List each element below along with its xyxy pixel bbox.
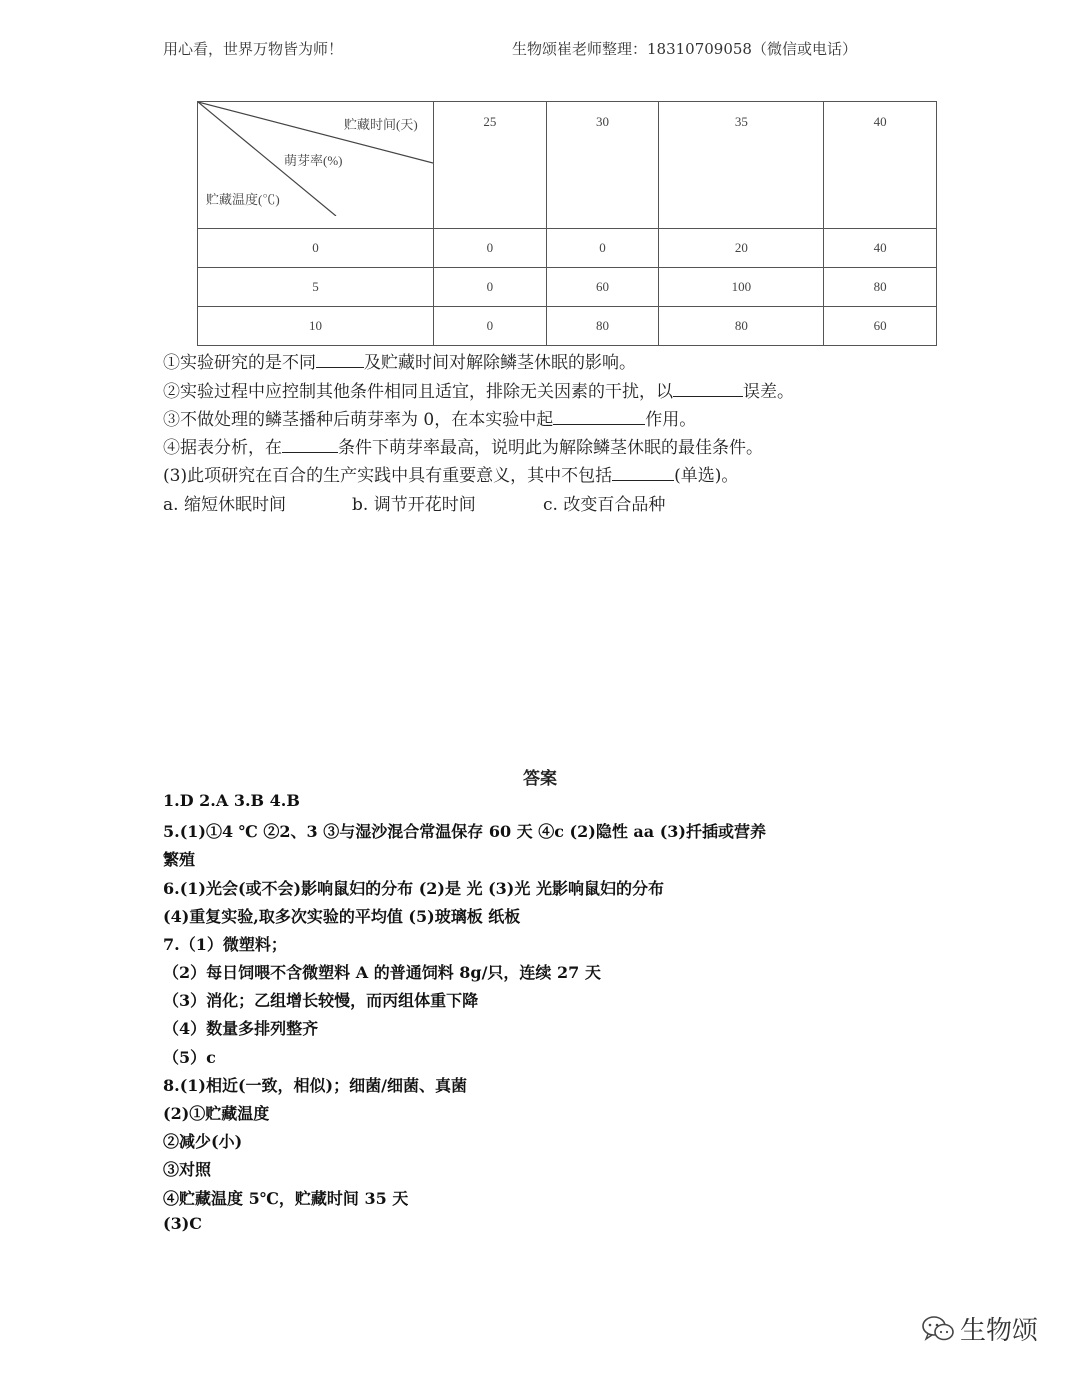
rate-cell: 20: [659, 229, 824, 268]
temp-cell: 10: [198, 307, 434, 346]
answer-line: （2）每日饲喂不含微塑料 A 的普通饲料 8g/只，连续 27 天: [163, 963, 601, 982]
question-1: [163, 348, 636, 373]
answer-line: 8.(1)相近(一致，相似)；细菌/细菌、真菌: [163, 1076, 467, 1095]
rate-cell: 0: [434, 268, 547, 307]
answer-blank: [673, 395, 743, 397]
answer-line: 1.D 2.A 3.B 4.B: [163, 791, 300, 810]
footer-brand-name: 生物颂: [960, 1316, 1039, 1346]
corner-rate-label: 萌芽率(%): [284, 153, 343, 168]
table-row: [198, 307, 937, 346]
rate-cell: 80: [546, 307, 659, 346]
answer-line: 5.(1)①4 ℃ ②2、3 ③与湿沙混合常温保存 60 天 ④c (2)隐性 aa (3)扦插或营养: [163, 822, 766, 841]
answer-line: ④贮藏温度 5℃，贮藏时间 35 天: [163, 1189, 409, 1208]
question-5: [163, 461, 738, 486]
table-corner-cell: [198, 102, 434, 229]
wechat-icon: [920, 1314, 956, 1344]
day-header: 30: [546, 102, 659, 229]
answer-line: （4）数量多排列整齐: [163, 1019, 319, 1038]
question-2-end: 误差。: [743, 382, 794, 402]
rate-cell: 60: [546, 268, 659, 307]
day-header: 40: [824, 102, 937, 229]
answer-blank: [316, 366, 364, 368]
answer-line: ②减少(小): [163, 1132, 243, 1151]
rate-cell: 40: [824, 229, 937, 268]
question-4: [163, 433, 763, 458]
day-header: 25: [434, 102, 547, 229]
question-3: [163, 405, 696, 430]
question-4-start: ④据表分析，在: [163, 438, 282, 458]
option-c: c. 改变百合品种: [543, 495, 666, 515]
answer-line: (2)①贮藏温度: [163, 1104, 270, 1123]
answer-blank: [612, 479, 674, 481]
option-a: a. 缩短休眠时间: [163, 495, 286, 515]
rate-cell: 80: [659, 307, 824, 346]
header-contact: 生物颂崔老师整理：18310709058（微信或电话）: [512, 40, 857, 58]
answer-line: 繁殖: [163, 850, 196, 869]
temp-cell: 0: [198, 229, 434, 268]
question-3-end: 作用。: [645, 410, 697, 430]
answers-title: 答案: [523, 769, 557, 789]
answer-blank: [282, 451, 338, 453]
question-4-end: 条件下萌芽率最高，说明此为解除鳞茎休眠的最佳条件。: [338, 438, 763, 458]
question-1-end: 及贮藏时间对解除鳞茎休眠的影响。: [364, 353, 636, 373]
answer-blank: [553, 423, 645, 425]
rate-cell: 60: [824, 307, 937, 346]
answer-line: ③对照: [163, 1160, 212, 1179]
answer-line: 7.（1）微塑料；: [163, 935, 287, 954]
question-5-end: (单选)。: [674, 466, 739, 486]
rate-cell: 100: [659, 268, 824, 307]
answer-line: (3)C: [163, 1214, 203, 1233]
rate-cell: 0: [434, 229, 547, 268]
header-motto: 用心看，世界万物皆为师！: [163, 40, 344, 58]
answer-line: 6.(1)光会(或不会)影响鼠妇的分布 (2)是 光 (3)光 光影响鼠妇的分布: [163, 879, 664, 898]
day-header: 35: [659, 102, 824, 229]
answer-line: （5）c: [163, 1048, 216, 1067]
option-b: b. 调节开花时间: [352, 495, 476, 515]
answer-line: (4)重复实验,取多次实验的平均值 (5)玻璃板 纸板: [163, 907, 521, 926]
question-2-start: ②实验过程中应控制其他条件相同且适宜，排除无关因素的干扰，以: [163, 382, 673, 402]
rate-cell: 0: [546, 229, 659, 268]
table-header-row: [198, 102, 937, 229]
question-5-start: (3)此项研究在百合的生产实践中具有重要意义，其中不包括: [163, 466, 613, 486]
rate-cell: 0: [434, 307, 547, 346]
table-row: [198, 268, 937, 307]
question-3-start: ③不做处理的鳞茎播种后萌芽率为 0，在本实验中起: [163, 410, 554, 430]
temp-cell: 5: [198, 268, 434, 307]
table-row: [198, 229, 937, 268]
corner-time-label: 贮藏时间(天): [344, 117, 418, 132]
answer-line: （3）消化；乙组增长较慢，而丙组体重下降: [163, 991, 479, 1010]
germination-table: [197, 101, 937, 346]
question-1-start: ①实验研究的是不同: [163, 353, 316, 373]
corner-temp-label: 贮藏温度(℃): [206, 192, 280, 207]
rate-cell: 80: [824, 268, 937, 307]
question-2: [163, 377, 794, 402]
